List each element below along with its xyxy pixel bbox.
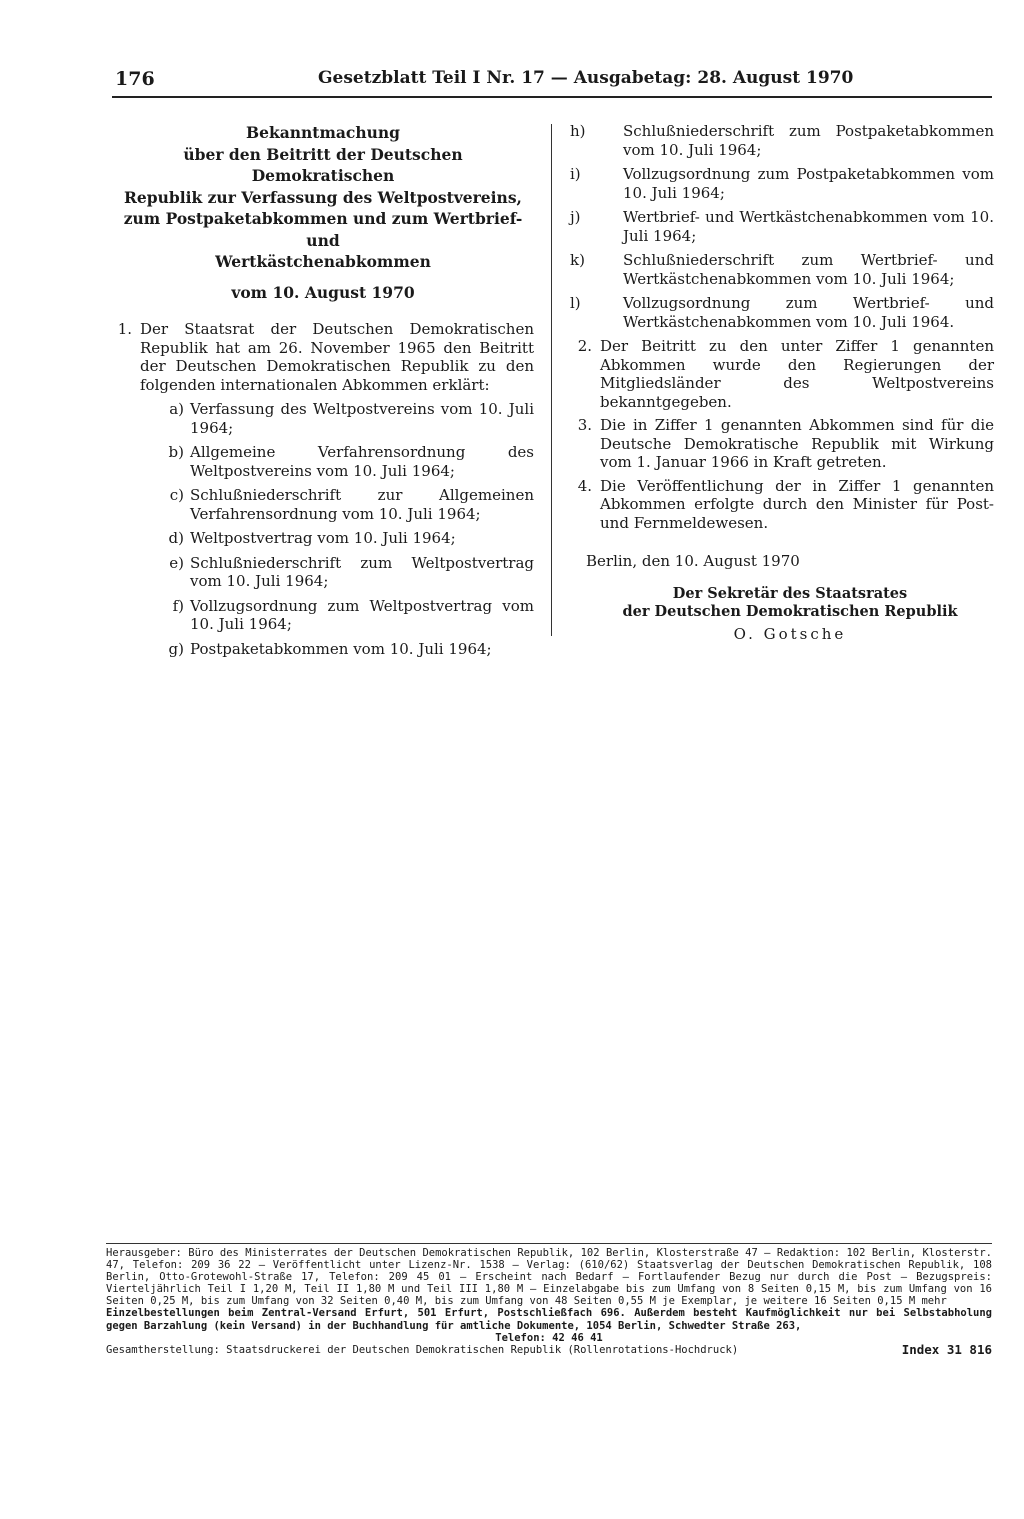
sub-item-d [140,529,534,548]
running-head: Gesetzblatt Teil I Nr. 17 — Ausgabetag: 28. August 1970 [318,68,854,88]
index-number: Index 31 816 [901,1341,992,1357]
sub-item-j [570,208,994,245]
item-4 [570,477,994,533]
sub-item-b [140,443,534,480]
item-number: 3. [577,416,592,434]
left-column [112,122,534,669]
sub-text: Vollzugsordnung zum Wertbrief- und Wertkästchenabkommen vom 10. Juli 1964. [623,294,994,331]
signature-title-line: der Deutschen Demokratischen Republik [622,603,958,620]
sub-label: k) [570,251,585,269]
place-date: Berlin, den 10. August 1970 [586,552,800,570]
item-1 [112,320,534,664]
item-text: Die in Ziffer 1 genannten Abkommen sind für die Deutsche Demokratische Republik mit Wirkung vom 1. Januar 1966 in Kraft getreten. [600,416,994,471]
sub-text: Wertbrief- und Wertkästchenabkommen vom 10. Juli 1964; [623,208,994,245]
sub-text: Vollzugsordnung zum Weltpostvertrag vom 10. Juli 1964; [190,596,534,633]
sub-text: Weltpostvertrag vom 10. Juli 1964; [190,529,456,547]
imprint-printer: Gesamtherstellung: Staatsdruckerei der Deutschen Demokratischen Republik (Rollenrotations-Hochdruck) [106,1343,739,1356]
sub-item-a [140,400,534,437]
column-divider [551,124,552,636]
item-number: 2. [577,337,592,355]
sub-text: Schlußniederschrift zum Postpaketabkommen vom 10. Juli 1964; [623,122,994,159]
sub-text: Schlußniederschrift zum Weltpostvertrag vom 10. Juli 1964; [190,553,534,590]
sub-label: l) [570,294,581,312]
item-number: 4. [577,476,592,495]
sub-label: i) [570,165,581,183]
imprint-orders-phone: Telefon: 42 46 41 [495,1331,603,1344]
signature-title-line: Der Sekretär des Staatsrates [672,584,908,602]
page-number: 176 [115,68,155,90]
item-3 [570,416,994,472]
sub-text: Schlußniederschrift zur Allgemeinen Verfahrensordnung vom 10. Juli 1964; [190,486,534,523]
item-2 [570,337,994,411]
announcement-title [112,122,534,273]
sub-label: h) [570,122,586,140]
item-text: Der Staatsrat der Deutschen Demokratischen Republik hat am 26. November 1965 den Beitritt der Deutschen Demokratischen Republik zu den folgenden internationalen Abkommen erklärt: [140,320,534,394]
title-line: über den Beitritt der Deutschen Demokratischen [183,144,463,185]
item-text: Die Veröffentlichung der in Ziffer 1 genannten Abkommen erfolgte durch den Minister für Post- und Fernmeldewesen. [600,476,994,532]
sub-label: d) [168,529,184,547]
sub-label: j) [570,208,581,226]
sub-item-i [570,165,994,202]
sub-item-h [570,122,994,159]
imprint-rule [106,1243,992,1244]
sub-text: Verfassung des Weltpostvereins vom 10. Juli 1964; [190,400,534,437]
sub-text: Postpaketabkommen vom 10. Juli 1964; [190,639,492,658]
item-number: 1. [117,320,132,338]
imprint-publisher: Herausgeber: Büro des Ministerrates der Deutschen Demokratischen Republik, 102 Berlin, Klosterstraße 47 – Redaktion: 102 Berlin, Klosterstr. 47, Telefon: 209 36 22 – Veröffentlicht unter Lizenz-Nr. 1538 – Verlag: (610/62) Staatsverlag der Deutschen Demokratischen Republik, 108 Berlin, Otto-Grotewohl-Straße 17, Telefon: 209 45 01 – Erscheint nach Bedarf – Fortlaufender Bezug nur durch die Post – Bezugspreis: Vierteljährlich Teil I 1,20 M, Teil II 1,80 M und Teil III 1,80 M – Einzelabgabe bis zum Umfang von 8 Seiten 0,15 M, bis zum Umfang von 16 Seiten 0,25 M, bis zum Umfang von 32 Seiten 0,40 M, bis zum Umfang von 48 Seiten 0,55 M je Exemplar, je weitere 16 Seiten 0,15 M mehr [106,1247,992,1308]
signatory-name: O. Gotsche [733,624,847,643]
announcement-date: vom 10. August 1970 [231,282,415,302]
sub-list [140,400,534,658]
header-rule [112,96,992,98]
imprint [106,1247,992,1356]
imprint-orders: Einzelbestellungen beim Zentral-Versand Erfurt, 501 Erfurt, Postschließfach 696. Außerdem besteht Kaufmöglichkeit nur bei Selbstabholung gegen Barzahlung (kein Versand) in der Buchhandlung für amtliche Dokumente, 1054 Berlin, Schwedter Straße 263, [106,1307,992,1332]
sub-item-l [570,294,994,331]
sub-label: a) [169,400,184,418]
sub-label: g) [168,639,184,658]
title-line: Republik zur Verfassung des Weltpostvereins, [124,187,522,207]
right-column [570,122,994,643]
sub-item-c [140,486,534,523]
sub-item-f [140,597,534,634]
item-text: Der Beitritt zu den unter Ziffer 1 genannten Abkommen wurde den Regierungen der Mitgliedsländer des Weltpostvereins bekanntgegeben. [600,337,994,411]
sub-label: c) [169,486,184,504]
sub-label: e) [169,553,184,572]
title-line: Bekanntmachung [246,123,400,142]
sub-text: Schlußniederschrift zum Wertbrief- und Wertkästchenabkommen vom 10. Juli 1964; [623,251,994,288]
sub-text: Vollzugsordnung zum Postpaketabkommen vom 10. Juli 1964; [623,165,994,202]
title-line: Wertkästchenabkommen [215,252,431,271]
signature-block [586,585,994,644]
title-line: zum Postpaketabkommen und zum Wertbrief- und [123,209,523,250]
sub-item-e [140,554,534,591]
sub-text: Allgemeine Verfahrensordnung des Weltpostvereins vom 10. Juli 1964; [190,443,534,480]
sub-label: b) [168,443,184,461]
sub-item-k [570,251,994,288]
sub-label: f) [172,596,184,615]
sub-item-g [140,640,534,659]
